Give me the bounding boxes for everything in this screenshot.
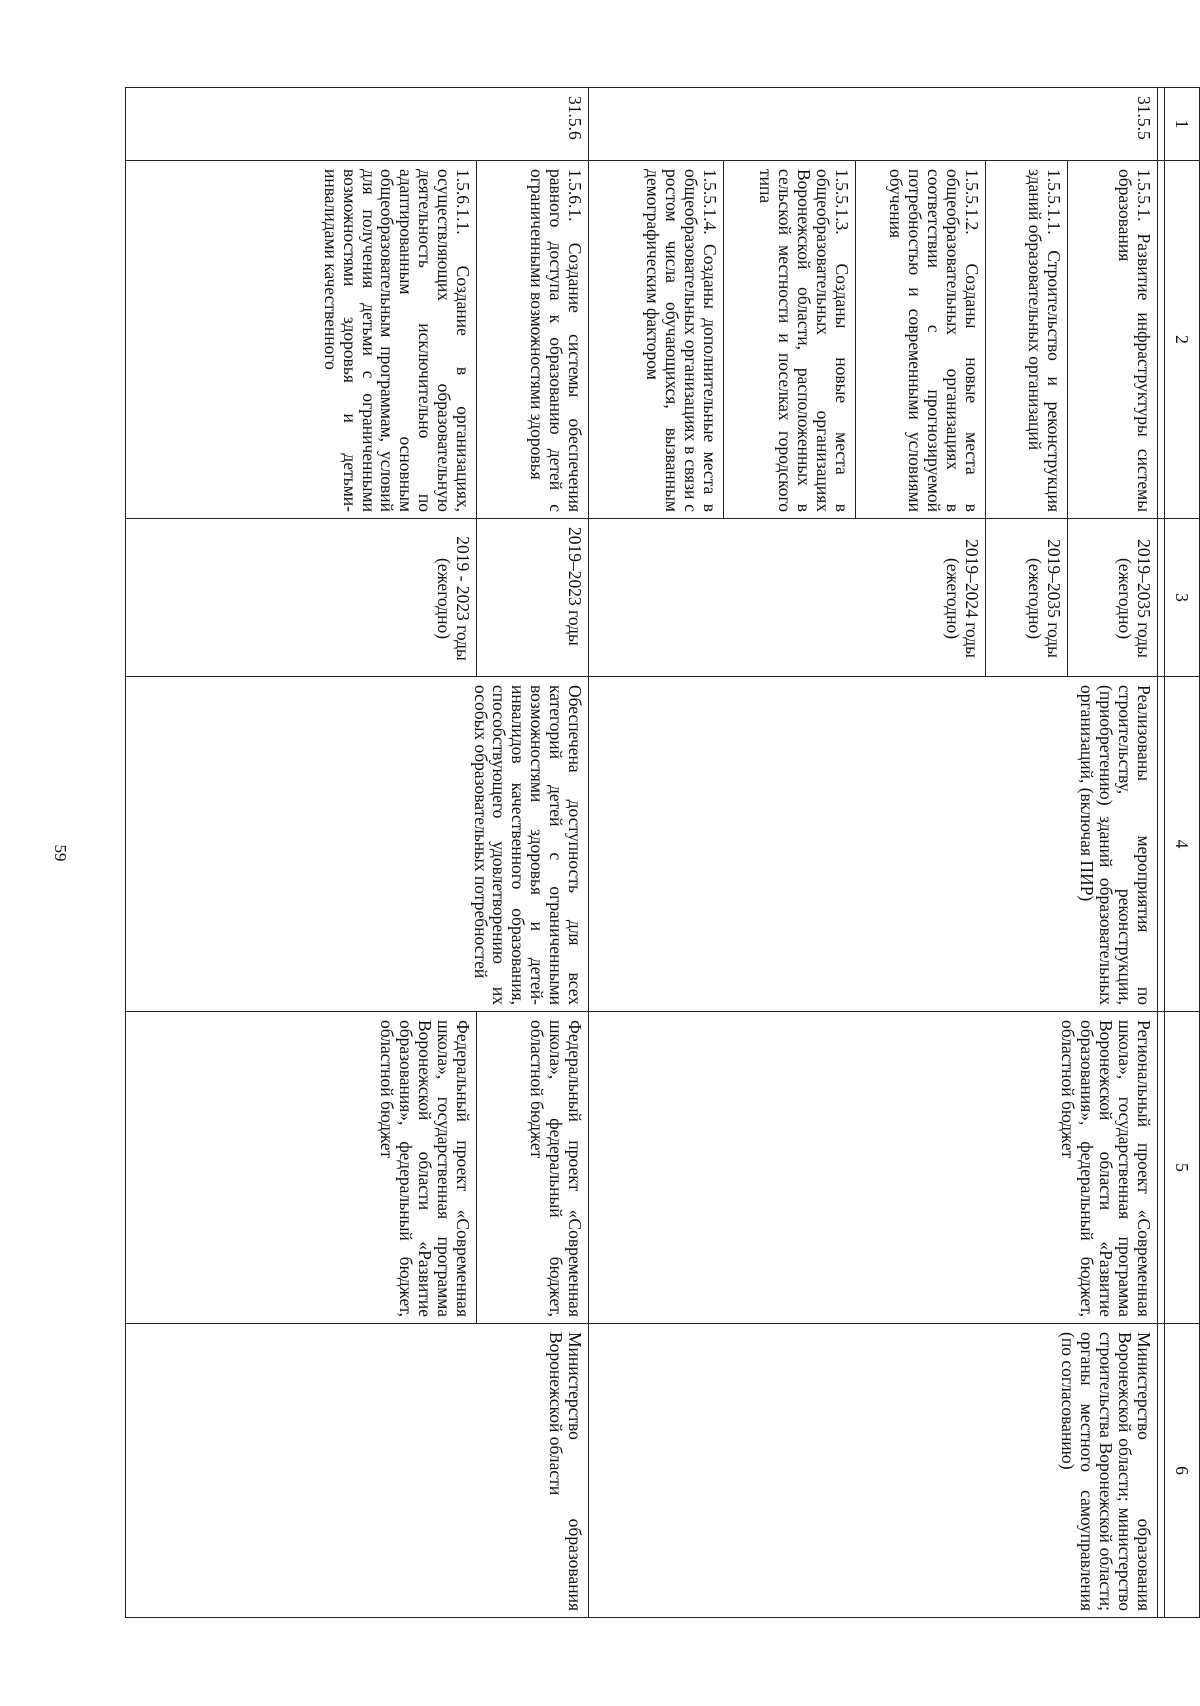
header-cell: 4 [1165, 677, 1200, 1012]
period-cell: 2019 - 2023 годы (ежегодно) [126, 519, 477, 677]
plan-table [125, 87, 1200, 1618]
header-cell: 2 [1165, 161, 1200, 519]
header-row [1165, 88, 1200, 1618]
code-cell: 31.5.5 [589, 88, 1158, 161]
title-cell: 1.5.6.1. Создание системы обеспечения равного доступа к образованию детей с ограниченными возможностями здоровья [477, 161, 589, 519]
period-cell: 2019–2024 годы (ежегодно) [589, 519, 986, 677]
result-cell: Обеспечена доступность для всех категорий детей с ограниченными возможностями здоровья и детей-инвалидов качественного образования, способствующего удовлетворению их особых образовательных потребностей [126, 677, 589, 1012]
source-cell: Федеральный проект «Современная школа», государственная программа Воронежской области «Развитие образования», федеральный бюджет, областной бюджет [126, 1012, 477, 1324]
table-row [1068, 88, 1158, 1618]
title-cell: 1.5.5.1.3. Созданы новые места в общеобразовательных организациях Воронежской области, расположенных в сельской местности и поселках городского типа [724, 161, 856, 519]
table-row [477, 88, 589, 1618]
title-cell: 1.5.5.1.4. Созданы дополнительные места в общеобразовательных организациях в связи с ростом числа обучающихся, вызванным демографическим фактором [589, 161, 724, 519]
header-cell: 3 [1165, 519, 1200, 677]
header-cell: 1 [1165, 88, 1200, 161]
result-cell: Реализованы мероприятия по строительству, реконструкции, (приобретению) зданий образовательных организаций, (включая ПИР) [589, 677, 1158, 1012]
period-cell: 2019–2035 годы (ежегодно) [986, 519, 1068, 677]
executor-cell: Министерство образования Воронежской области; министерство строительства Воронежской области; органы местного самоуправления (по согласованию) [589, 1324, 1158, 1618]
spacer-row [1158, 88, 1165, 1618]
period-cell: 2019–2023 годы [477, 519, 589, 677]
executor-cell: Министерство образования Воронежской области [126, 1324, 589, 1618]
title-cell: 1.5.6.1.1. Создание в организациях, осуществляющих образовательную деятельность исключительно по адаптированным основным общеобразовательным программам, условий для получения детьми с ограниченными возможностями здоровья и детьми-инвалидами качественного [126, 161, 477, 519]
source-cell: Региональный проект «Современная школа», государственная программа Воронежской области «Развитие образования», федеральный бюджет, областной бюджет [589, 1012, 1158, 1324]
period-cell: 2019–2035 годы (ежегодно) [1068, 519, 1158, 677]
header-cell: 6 [1165, 1324, 1200, 1618]
header-cell: 5 [1165, 1012, 1200, 1324]
source-cell: Федеральный проект «Современная школа», федеральный бюджет, областной бюджет [477, 1012, 589, 1324]
title-cell: 1.5.5.1.1. Строительство и реконструкция зданий образовательных организаций [986, 161, 1068, 519]
rotated-document-table [125, 87, 1200, 1617]
code-cell: 31.5.6 [126, 88, 589, 161]
title-cell: 1.5.5.1. Развитие инфраструктуры системы образования [1068, 161, 1158, 519]
page-number: 59 [51, 844, 70, 862]
title-cell: 1.5.5.1.2. Созданы новые места в общеобразовательных организациях в соответствии с прогнозируемой потребностью и современными условиями обучения [856, 161, 986, 519]
